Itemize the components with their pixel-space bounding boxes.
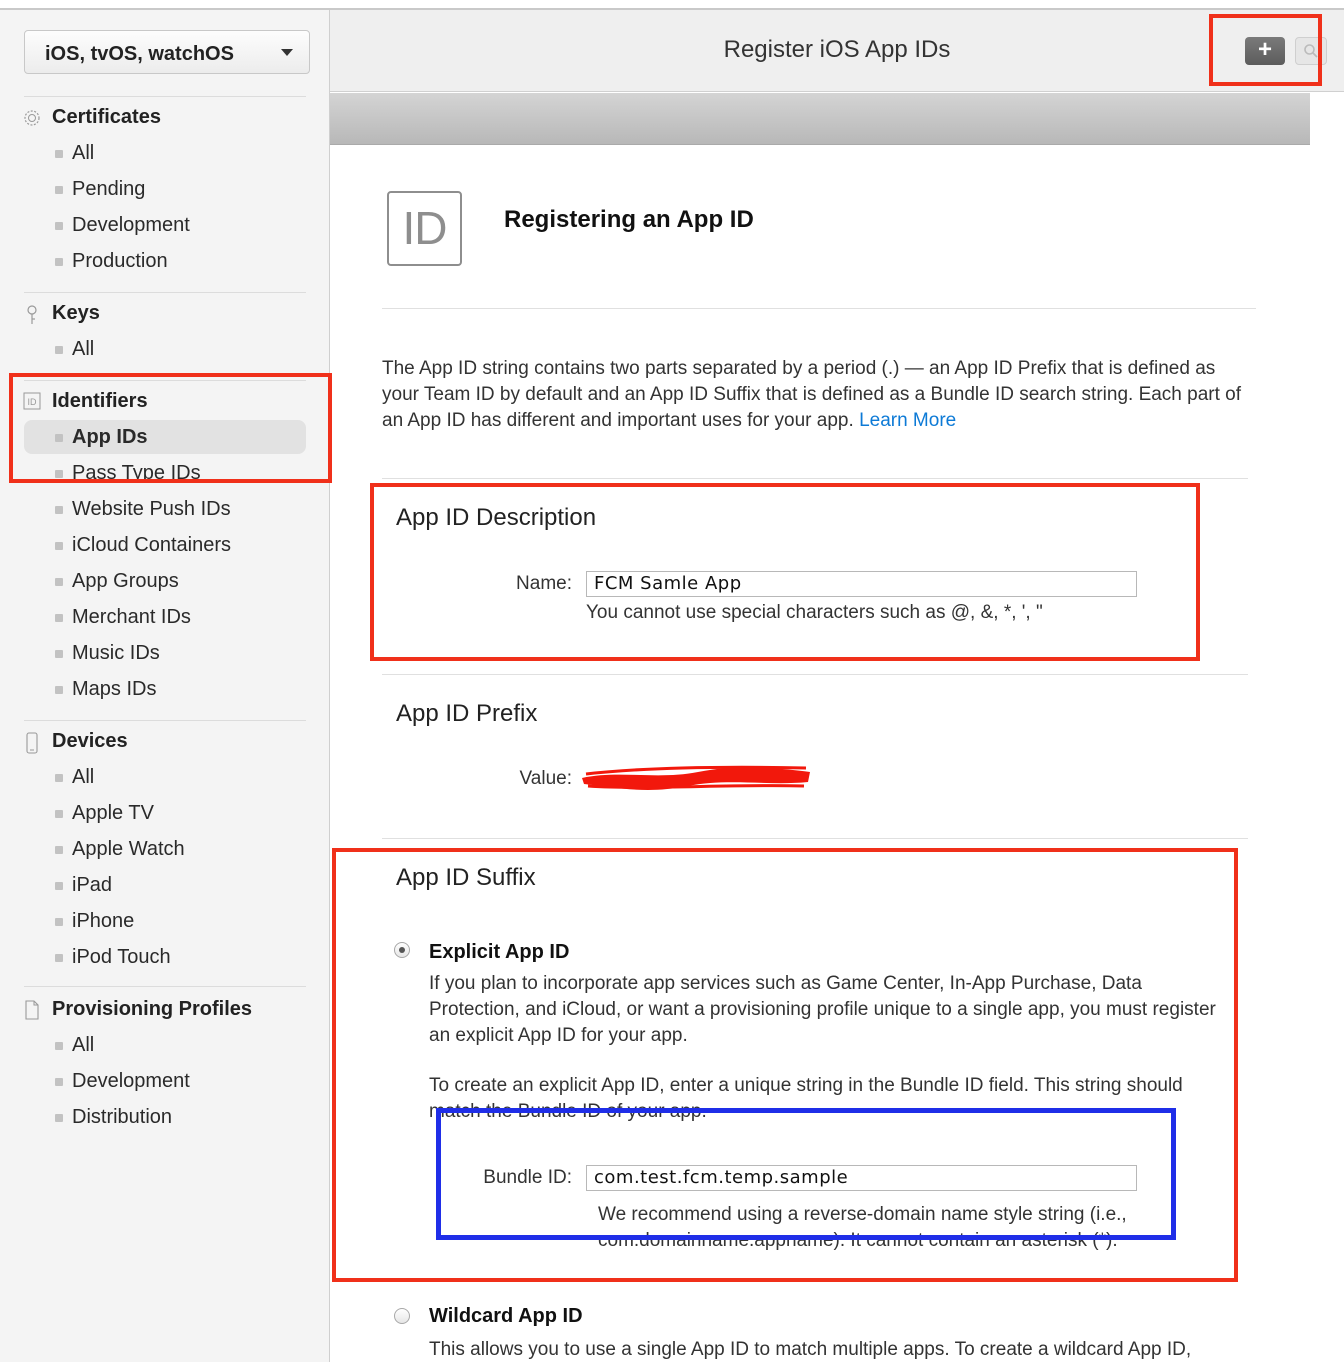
section-devices[interactable]	[0, 728, 330, 758]
sidebar-item-apple-tv[interactable]	[24, 796, 306, 830]
highlight-description	[370, 483, 1200, 661]
intro-text	[382, 356, 1252, 434]
divider	[24, 986, 306, 987]
sidebar-item-pending[interactable]	[24, 172, 306, 206]
sidebar-item-label: iCloud Containers	[72, 534, 231, 556]
bullet	[55, 186, 63, 194]
divider	[24, 720, 306, 721]
sidebar-item-icloud-containers[interactable]	[24, 528, 306, 562]
sidebar-item-label: Production	[72, 250, 168, 272]
sidebar-item-label: All	[72, 766, 95, 788]
document-icon	[22, 1000, 42, 1020]
sidebar-item-ipad[interactable]	[24, 868, 306, 902]
sidebar-item-label: Distribution	[72, 1106, 173, 1128]
sidebar-item-label: All	[72, 338, 95, 360]
sidebar	[0, 10, 330, 1362]
sidebar-item-label: Maps IDs	[72, 678, 157, 700]
sidebar-item-keys-all[interactable]	[24, 332, 306, 366]
app-id-icon	[387, 191, 462, 266]
bundle-id-hint: We recommend using a reverse-domain name style string (i.e.,	[598, 1204, 1127, 1225]
sidebar-item-label: Merchant IDs	[72, 606, 191, 628]
sidebar-item-apple-watch[interactable]	[24, 832, 306, 866]
bundle-id-input[interactable]: com.test.fcm.temp.sample	[586, 1165, 1137, 1191]
intro-body: The App ID string contains two parts separated by a period (.) — an App ID Prefix that is defined as your Team ID by default and an App ID Suffix that is defined as a Bundle ID search string. Each part of an App ID has different and important uses for your app.	[382, 358, 1242, 431]
page-title: Register iOS App IDs	[723, 36, 951, 63]
svg-text:ID: ID	[27, 397, 37, 407]
sidebar-item-ipod-touch[interactable]	[24, 940, 306, 974]
suffix-heading: App ID Suffix	[396, 864, 536, 891]
bullet	[55, 810, 63, 818]
section-keys[interactable]	[0, 300, 330, 330]
top-border	[0, 0, 1344, 10]
bullet	[55, 542, 63, 550]
sidebar-item-development[interactable]	[24, 208, 306, 242]
platform-dropdown[interactable]	[24, 30, 310, 74]
divider	[382, 674, 1248, 675]
explicit-title: Explicit App ID	[429, 941, 570, 963]
sidebar-item-label: Apple Watch	[72, 838, 185, 860]
sidebar-item-label: Music IDs	[72, 642, 160, 664]
explicit-instructions-cont: match the Bundle ID of your app.	[429, 1101, 707, 1122]
sidebar-item-distribution[interactable]	[24, 1100, 306, 1134]
prefix-heading: App ID Prefix	[396, 700, 538, 727]
highlight-add-button	[1209, 14, 1322, 86]
device-icon	[22, 732, 42, 752]
explicit-instructions: To create an explicit App ID, enter a unique string in the Bundle ID field. This string should	[429, 1075, 1183, 1096]
section-certificates[interactable]	[0, 104, 330, 134]
platform-label: iOS, tvOS, watchOS	[45, 43, 234, 65]
explicit-description: If you plan to incorporate app services such as Game Center, In-App Purchase, Data Protection, and iCloud, or want a provisioning profile unique to a single app, you must register an explicit App ID for your app.	[429, 973, 1216, 1046]
app-id-icon-label: ID	[402, 202, 447, 254]
sidebar-item-profiles-all[interactable]	[24, 1028, 306, 1062]
toolbar-strip	[330, 93, 1310, 145]
bundle-id-label: Bundle ID:	[483, 1167, 572, 1188]
sidebar-item-maps-ids[interactable]	[24, 672, 306, 706]
sidebar-item-devices-all[interactable]	[24, 760, 306, 794]
sidebar-item-app-groups[interactable]	[24, 564, 306, 598]
title-bar	[330, 10, 1344, 92]
sidebar-item-label: Development	[72, 1070, 190, 1092]
section-title: Identifiers	[52, 390, 148, 412]
wildcard-title: Wildcard App ID	[429, 1305, 583, 1327]
bullet	[55, 506, 63, 514]
value-label: Value:	[519, 768, 572, 789]
section-provisioning-profiles[interactable]	[0, 996, 330, 1026]
bullet	[55, 150, 63, 158]
sidebar-item-label: All	[72, 142, 95, 164]
bullet	[55, 578, 63, 586]
bullet	[55, 258, 63, 266]
sidebar-item-production[interactable]	[24, 244, 306, 278]
wildcard-description: This allows you to use a single App ID to match multiple apps. To create a wildcard App ID,	[429, 1339, 1192, 1360]
bullet	[55, 1042, 63, 1050]
bullet	[55, 774, 63, 782]
key-icon	[22, 304, 42, 324]
bullet	[55, 846, 63, 854]
sidebar-item-music-ids[interactable]	[24, 636, 306, 670]
bullet	[55, 614, 63, 622]
section-title: Certificates	[52, 106, 161, 128]
sidebar-item-label: Apple TV	[72, 802, 154, 824]
sidebar-item-label: iPhone	[72, 910, 135, 932]
section-heading: Registering an App ID	[504, 206, 754, 233]
certificate-icon	[22, 108, 42, 128]
chevron-down-icon	[281, 49, 293, 56]
name-label: Name:	[516, 573, 572, 594]
learn-more-link[interactable]: Learn More	[859, 410, 957, 431]
sidebar-item-merchant-ids[interactable]	[24, 600, 306, 634]
sidebar-item-label: App Groups	[72, 570, 179, 592]
sidebar-item-certificates-all[interactable]	[24, 136, 306, 170]
divider	[382, 308, 1256, 309]
bullet	[55, 918, 63, 926]
divider	[24, 292, 306, 293]
divider	[382, 478, 1248, 479]
sidebar-item-label: All	[72, 1034, 95, 1056]
name-hint: You cannot use special characters such as @, &, *, ', "	[586, 602, 1043, 623]
sidebar-item-label: Pending	[72, 178, 146, 200]
divider	[382, 838, 1248, 839]
sidebar-item-label: Website Push IDs	[72, 498, 231, 520]
sidebar-item-iphone[interactable]	[24, 904, 306, 938]
section-title: Keys	[52, 302, 100, 324]
description-heading: App ID Description	[396, 504, 597, 531]
bullet	[55, 346, 63, 354]
bullet	[55, 882, 63, 890]
bullet	[55, 686, 63, 694]
sidebar-item-label: iPad	[72, 874, 113, 896]
name-input[interactable]: FCM Samle App	[586, 571, 1137, 597]
sidebar-item-profiles-development[interactable]	[24, 1064, 306, 1098]
sidebar-item-label: App IDs	[72, 426, 148, 448]
section-title: Devices	[52, 730, 128, 752]
highlight-bundle-id	[436, 1108, 1176, 1240]
plus-icon: +	[1257, 36, 1272, 63]
redacted-value	[578, 760, 814, 794]
sidebar-item-label: Pass Type IDs	[72, 462, 201, 484]
sidebar-item-website-push-ids[interactable]	[24, 492, 306, 526]
sidebar-item-label: Development	[72, 214, 190, 236]
highlight-identifiers	[9, 373, 332, 483]
wildcard-radio[interactable]	[394, 1308, 410, 1324]
bullet	[55, 1078, 63, 1086]
bullet	[55, 1114, 63, 1122]
section-title: Provisioning Profiles	[52, 998, 253, 1020]
bullet	[55, 650, 63, 658]
bullet	[55, 954, 63, 962]
bundle-id-hint-cont: com.domainname.appname). It cannot contain an asterisk (*).	[598, 1230, 1118, 1251]
bullet	[55, 222, 63, 230]
divider	[24, 96, 306, 97]
sidebar-item-label: iPod Touch	[72, 946, 171, 968]
